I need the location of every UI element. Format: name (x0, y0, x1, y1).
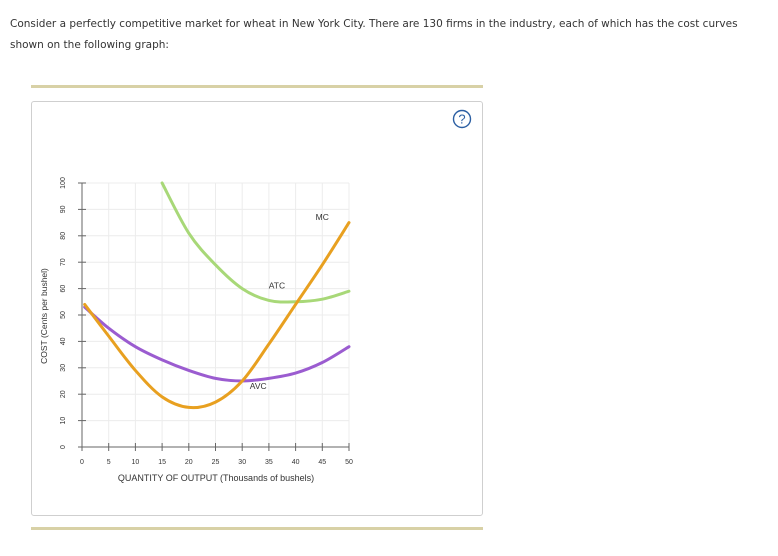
x-axis-title: QUANTITY OF OUTPUT (Thousands of bushels) (117, 473, 315, 483)
x-tick-label: 50 (345, 459, 353, 466)
y-axis-title: COST (Cents per bushel) (39, 268, 49, 364)
help-button[interactable] (452, 109, 472, 129)
x-tick-label: 40 (291, 459, 300, 466)
help-symbol: ? (458, 111, 466, 127)
x-tick-label: 5 (106, 459, 111, 466)
mc-label: MC (315, 211, 329, 222)
y-tick-label: 70 (60, 258, 67, 267)
y-tick-label: 50 (60, 311, 67, 319)
y-tick-label: 90 (60, 205, 67, 214)
x-tick-label: 20 (184, 459, 193, 466)
x-tick-label: 30 (238, 459, 247, 466)
x-tick-label: 25 (211, 459, 220, 466)
y-tick-label: 0 (60, 445, 67, 449)
avc-label: AVC (249, 380, 267, 391)
atc-label: ATC (268, 280, 286, 291)
y-tick-label: 60 (60, 284, 67, 293)
bottom-divider (31, 527, 483, 530)
y-tick-label: 30 (60, 363, 67, 372)
y-tick-label: 80 (60, 231, 67, 240)
x-tick-label: 15 (158, 459, 166, 466)
y-tick-label: 100 (60, 177, 67, 189)
x-tick-label: 0 (80, 459, 84, 466)
y-tick-label: 10 (60, 416, 67, 425)
x-tick-label: 10 (131, 459, 140, 466)
top-divider (31, 85, 483, 88)
x-tick-label: 45 (318, 459, 327, 466)
graph-panel (31, 101, 483, 516)
y-tick-label: 40 (60, 337, 67, 346)
x-tick-label: 35 (265, 459, 273, 466)
question-intro-text: Consider a perfectly competitive market for wheat in New York City. There are 130 firms in the industry, each of which has the cost curves shown on the following graph: (10, 18, 738, 51)
y-tick-label: 20 (60, 390, 67, 399)
question-mark-circle-icon (452, 109, 472, 129)
